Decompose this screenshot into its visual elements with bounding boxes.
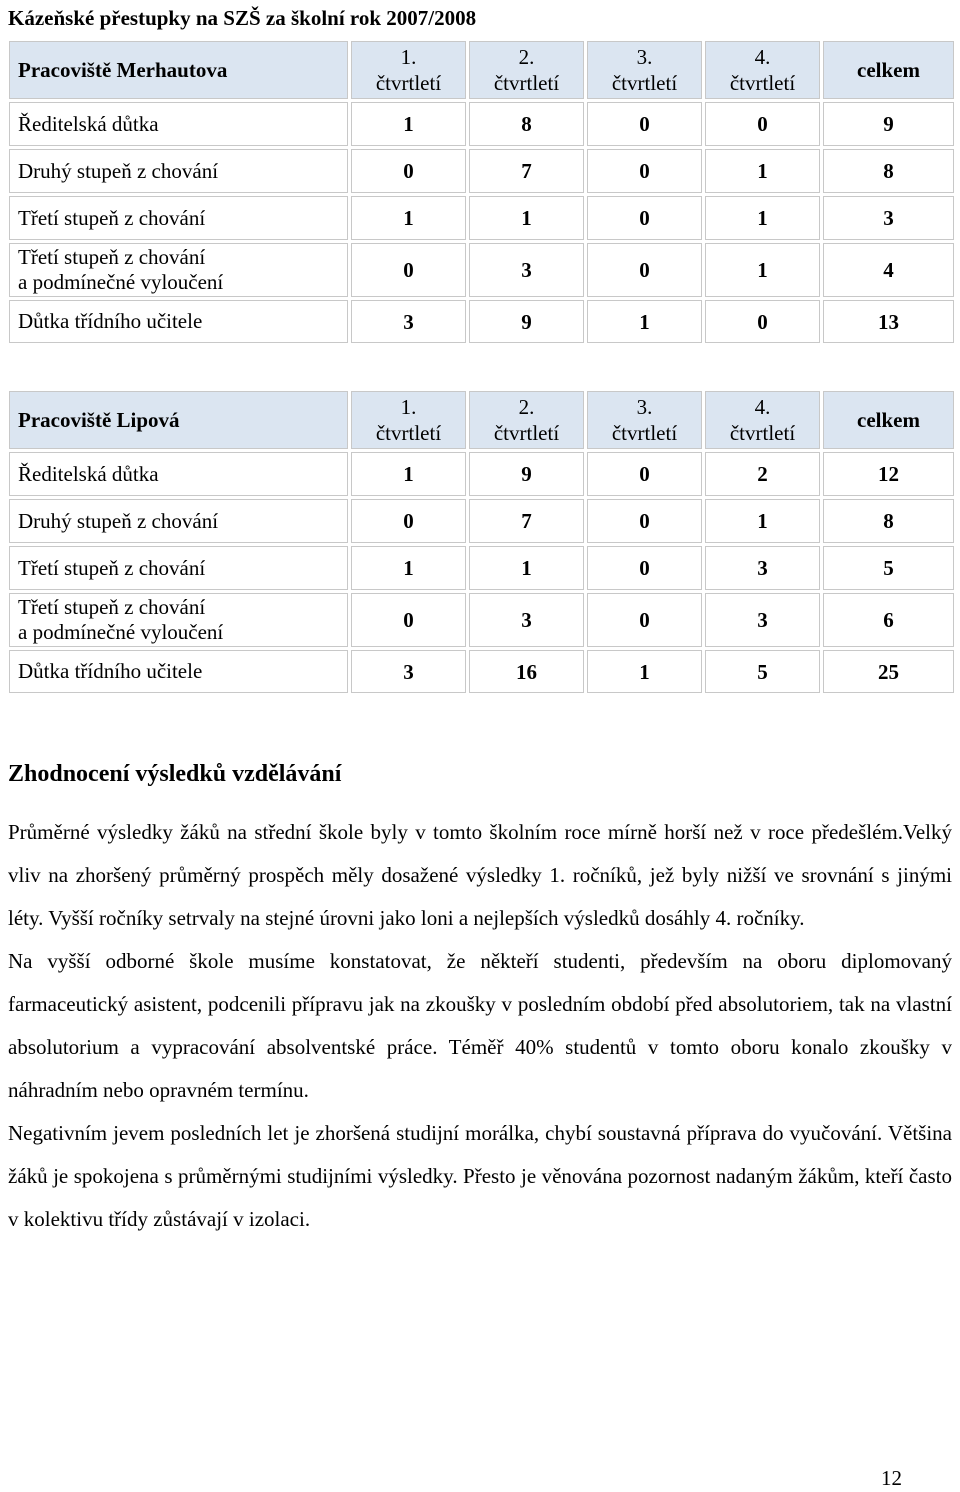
- quarter-cell: 3: [705, 546, 820, 590]
- row-label: [9, 149, 348, 193]
- quarter-cell: 9: [469, 300, 584, 343]
- site-name: Pracoviště Lipová: [9, 391, 348, 449]
- table-row: [9, 650, 954, 693]
- quarter-cell: 1: [351, 546, 466, 590]
- table-header-row: [9, 41, 954, 99]
- quarter-word: čtvrtletí: [611, 71, 678, 95]
- quarter-cell: 0: [587, 499, 702, 543]
- row-label: [9, 102, 348, 146]
- quarter-cell: 1: [705, 149, 820, 193]
- row-label: [9, 196, 348, 240]
- quarter-cell: 16: [469, 650, 584, 693]
- document-title: Kázeňské přestupky na SZŠ za školní rok 2007/2008: [8, 6, 477, 30]
- table-row: [9, 546, 954, 590]
- quarter-cell: 0: [587, 546, 702, 590]
- quarter-header: [351, 41, 466, 99]
- quarter-number: 1.: [400, 45, 417, 69]
- quarter-cell: 2: [705, 452, 820, 496]
- quarter-cell: 1: [587, 300, 702, 343]
- total-cell: 9: [823, 102, 954, 146]
- quarter-header: [469, 391, 584, 449]
- quarter-cell: 1: [351, 452, 466, 496]
- discipline-table-merhautova: [6, 38, 957, 346]
- table-row: [9, 593, 954, 647]
- quarter-header: [469, 41, 584, 99]
- quarter-cell: 0: [587, 593, 702, 647]
- row-label-line: Třetí stupeň z chování: [18, 245, 206, 269]
- total-cell: 12: [823, 452, 954, 496]
- quarter-number: 2.: [518, 395, 535, 419]
- quarter-word: čtvrtletí: [729, 421, 796, 445]
- quarter-cell: 0: [705, 300, 820, 343]
- quarter-cell: 0: [351, 149, 466, 193]
- quarter-header: [351, 391, 466, 449]
- paragraph: Na vyšší odborné škole musíme konstatovat, že někteří studenti, především na oboru diplomovaný farmaceutický asistent, podcenili přípravu jak na zkoušky v posledním období před absolutoriem, tak na vlastní absolutorium a vypracování absolventské práce. Téměř 40% studentů v tomto oboru konalo zkoušky v náhradním nebo opravném termínu.: [8, 949, 952, 1102]
- quarter-cell: 1: [705, 243, 820, 297]
- table-row: [9, 102, 954, 146]
- row-label-line: Ředitelská důtka: [18, 111, 159, 136]
- row-label-line: Druhý stupeň z chování: [18, 508, 219, 533]
- total-cell: 8: [823, 149, 954, 193]
- quarter-word: čtvrtletí: [375, 421, 442, 445]
- quarter-cell: 0: [351, 593, 466, 647]
- quarter-header: [705, 41, 820, 99]
- discipline-table-lipova: [6, 388, 957, 696]
- quarter-cell: 1: [587, 650, 702, 693]
- quarter-cell: 1: [705, 499, 820, 543]
- quarter-number: 3.: [636, 45, 653, 69]
- quarter-word: čtvrtletí: [493, 421, 560, 445]
- row-label: [9, 650, 348, 693]
- quarter-word: čtvrtletí: [375, 71, 442, 95]
- total-cell: 4: [823, 243, 954, 297]
- quarter-cell: 0: [587, 102, 702, 146]
- quarter-cell: 1: [351, 196, 466, 240]
- quarter-word: čtvrtletí: [493, 71, 560, 95]
- row-label-line: Důtka třídního učitele: [18, 309, 203, 333]
- paragraph: Negativním jevem posledních let je zhoršená studijní morálka, chybí soustavná příprava do vyučování. Většina žáků je spokojena s průměrnými studijními výsledky. Přesto je věnována pozornost nadaným žákům, kteří často v kolektivu třídy zůstávají v izolaci.: [8, 1121, 952, 1231]
- table-row: [9, 149, 954, 193]
- table-header-row: [9, 391, 954, 449]
- row-label-line: Třetí stupeň z chování: [18, 555, 206, 580]
- quarter-cell: 1: [469, 196, 584, 240]
- total-header: celkem: [823, 391, 954, 449]
- row-label-line: Třetí stupeň z chování: [18, 205, 206, 230]
- quarter-number: 4.: [754, 395, 771, 419]
- total-cell: 3: [823, 196, 954, 240]
- section-title: Zhodnocení výsledků vzdělávání: [8, 761, 342, 787]
- quarter-header: [587, 391, 702, 449]
- quarter-word: čtvrtletí: [729, 71, 796, 95]
- total-cell: 25: [823, 650, 954, 693]
- row-label: [9, 593, 348, 647]
- quarter-cell: 1: [469, 546, 584, 590]
- row-label: [9, 243, 348, 297]
- quarter-word: čtvrtletí: [611, 421, 678, 445]
- row-label-line: Ředitelská důtka: [18, 461, 159, 486]
- page-number: 12: [881, 1466, 902, 1490]
- quarter-header: [587, 41, 702, 99]
- quarter-cell: 8: [469, 102, 584, 146]
- quarter-cell: 9: [469, 452, 584, 496]
- quarter-cell: 3: [351, 650, 466, 693]
- quarter-cell: 0: [587, 196, 702, 240]
- row-label: [9, 499, 348, 543]
- quarter-cell: 0: [351, 243, 466, 297]
- table-row: [9, 452, 954, 496]
- row-label-line: Třetí stupeň z chování: [18, 595, 206, 619]
- quarter-cell: 0: [587, 452, 702, 496]
- quarter-number: 3.: [636, 395, 653, 419]
- quarter-cell: 1: [705, 196, 820, 240]
- quarter-number: 2.: [518, 45, 535, 69]
- quarter-number: 4.: [754, 45, 771, 69]
- quarter-cell: 0: [587, 149, 702, 193]
- quarter-cell: 3: [351, 300, 466, 343]
- row-label-line: a podmínečné vyloučení: [18, 270, 224, 294]
- quarter-cell: 5: [705, 650, 820, 693]
- quarter-header: [705, 391, 820, 449]
- table-row: [9, 499, 954, 543]
- total-cell: 8: [823, 499, 954, 543]
- total-cell: 13: [823, 300, 954, 343]
- quarter-cell: 3: [469, 243, 584, 297]
- total-header: celkem: [823, 41, 954, 99]
- evaluation-text: [8, 811, 952, 1241]
- paragraph: Průměrné výsledky žáků na střední škole byly v tomto školním roce mírně horší než v roce předešlém.Velký vliv na zhoršený průměrný prospěch měly dosažené výsledky 1. ročníků, jež byly nižší ve srovnání s jinými léty. Vyšší ročníky setrvaly na stejné úrovni jako loni a nejlepších výsledků dosáhly 4. ročníky.: [8, 820, 952, 930]
- quarter-cell: 0: [351, 499, 466, 543]
- quarter-cell: 0: [705, 102, 820, 146]
- total-cell: 5: [823, 546, 954, 590]
- quarter-cell: 3: [705, 593, 820, 647]
- quarter-number: 1.: [400, 395, 417, 419]
- quarter-cell: 1: [351, 102, 466, 146]
- row-label-line: Důtka třídního učitele: [18, 659, 203, 683]
- row-label-line: a podmínečné vyloučení: [18, 620, 224, 644]
- table-row: [9, 196, 954, 240]
- row-label: [9, 452, 348, 496]
- quarter-cell: 3: [469, 593, 584, 647]
- quarter-cell: 7: [469, 499, 584, 543]
- row-label: [9, 546, 348, 590]
- total-cell: 6: [823, 593, 954, 647]
- site-name: Pracoviště Merhautova: [9, 41, 348, 99]
- row-label-line: Druhý stupeň z chování: [18, 158, 219, 183]
- quarter-cell: 0: [587, 243, 702, 297]
- table-row: [9, 300, 954, 343]
- quarter-cell: 7: [469, 149, 584, 193]
- table-row: [9, 243, 954, 297]
- row-label: [9, 300, 348, 343]
